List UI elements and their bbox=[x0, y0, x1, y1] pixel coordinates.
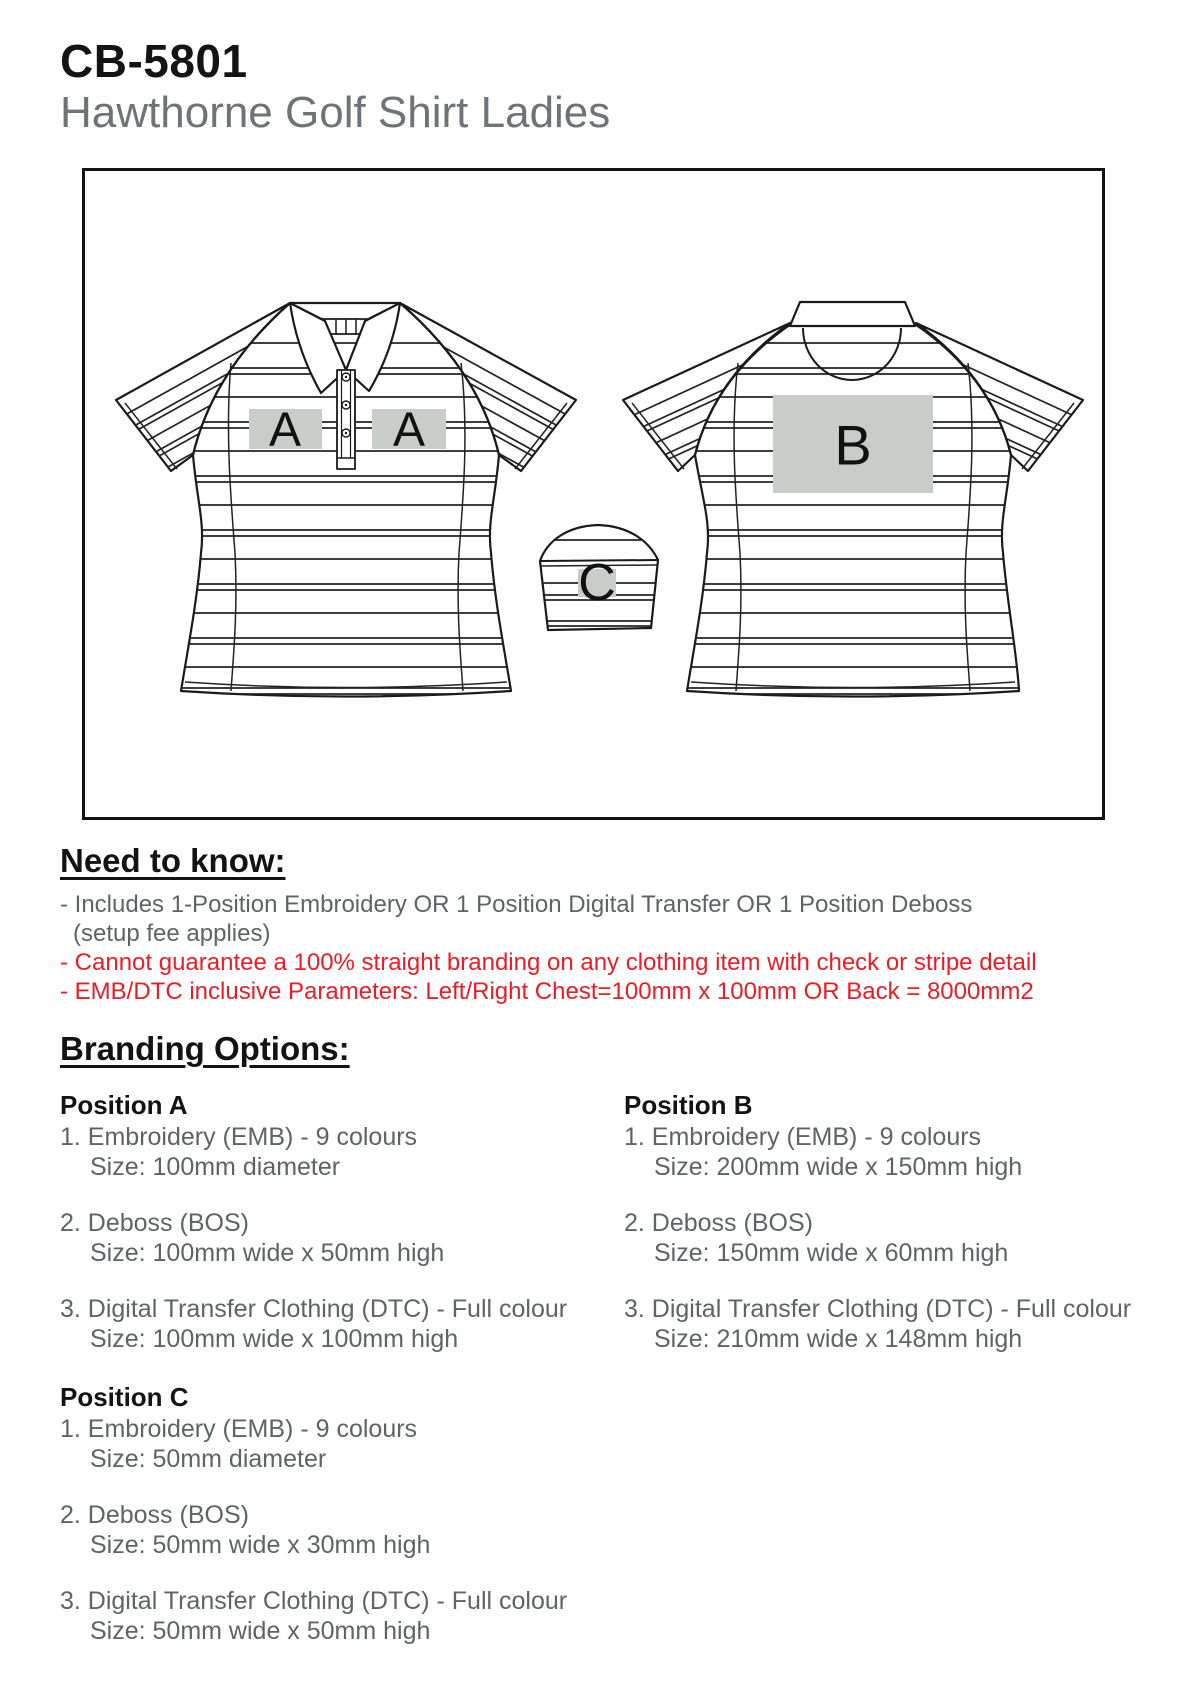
note-line: - Includes 1-Position Embroidery OR 1 Position Digital Transfer OR 1 Position Deboss bbox=[60, 891, 973, 918]
branding-method: 3. Digital Transfer Clothing (DTC) - Full colour bbox=[624, 1295, 1132, 1323]
note-line-warning: - Cannot guarantee a 100% straight branding on any clothing item with check or stripe detail bbox=[60, 949, 1037, 976]
branding-size: Size: 200mm wide x 150mm high bbox=[654, 1153, 1023, 1181]
need-to-know-heading: Need to know: bbox=[60, 842, 286, 879]
position-c-title: Position C bbox=[60, 1382, 189, 1412]
branding-size: Size: 50mm wide x 50mm high bbox=[90, 1617, 431, 1645]
branding-size: Size: 100mm wide x 50mm high bbox=[90, 1239, 445, 1267]
branding-method: 3. Digital Transfer Clothing (DTC) - Full colour bbox=[60, 1587, 568, 1615]
branding-size: Size: 100mm wide x 100mm high bbox=[90, 1325, 459, 1353]
branding-method: 1. Embroidery (EMB) - 9 colours bbox=[60, 1123, 418, 1151]
note-line: (setup fee applies) bbox=[73, 920, 271, 947]
branding-method: 2. Deboss (BOS) bbox=[60, 1501, 249, 1529]
position-a-title: Position A bbox=[60, 1090, 188, 1120]
branding-item bbox=[624, 1208, 1184, 1268]
note-line-warning: - EMB/DTC inclusive Parameters: Left/Right Chest=100mm x 100mm OR Back = 8000mm2 bbox=[60, 978, 1034, 1005]
placement-label-b: B bbox=[834, 413, 872, 477]
branding-item bbox=[60, 1208, 620, 1268]
need-to-know-notes bbox=[60, 890, 1090, 1006]
placket bbox=[337, 370, 355, 469]
branding-item bbox=[60, 1122, 620, 1182]
position-b-title: Position B bbox=[624, 1090, 753, 1120]
branding-item bbox=[60, 1414, 620, 1474]
position-c-column bbox=[60, 1380, 620, 1672]
branding-method: 1. Embroidery (EMB) - 9 colours bbox=[624, 1123, 982, 1151]
branding-options-heading: Branding Options: bbox=[60, 1030, 350, 1067]
product-code: CB-5801 bbox=[60, 35, 248, 87]
branding-item bbox=[60, 1586, 620, 1646]
branding-method: 1. Embroidery (EMB) - 9 colours bbox=[60, 1415, 418, 1443]
product-name: Hawthorne Golf Shirt Ladies bbox=[60, 88, 611, 137]
front-shirt-drawing bbox=[116, 303, 576, 697]
back-shirt-drawing bbox=[623, 302, 1083, 697]
branding-item bbox=[624, 1122, 1184, 1182]
branding-item bbox=[60, 1500, 620, 1560]
position-a-column bbox=[60, 1088, 620, 1380]
branding-size: Size: 210mm wide x 148mm high bbox=[654, 1325, 1023, 1353]
branding-size: Size: 150mm wide x 60mm high bbox=[654, 1239, 1009, 1267]
placement-label-c: C bbox=[578, 554, 616, 612]
placement-label-a-right: A bbox=[392, 403, 426, 457]
branding-size: Size: 50mm diameter bbox=[90, 1445, 327, 1473]
garment-diagram bbox=[85, 171, 1102, 817]
branding-item bbox=[624, 1294, 1184, 1354]
branding-size: Size: 100mm diameter bbox=[90, 1153, 341, 1181]
back-collar bbox=[790, 302, 915, 326]
branding-method: 2. Deboss (BOS) bbox=[60, 1209, 249, 1237]
branding-method: 2. Deboss (BOS) bbox=[624, 1209, 813, 1237]
garment-diagram-panel bbox=[82, 168, 1105, 820]
branding-size: Size: 50mm wide x 30mm high bbox=[90, 1531, 431, 1559]
sleeve-detail-drawing bbox=[535, 525, 663, 630]
position-b-column bbox=[624, 1088, 1184, 1380]
placement-label-a-left: A bbox=[268, 403, 302, 457]
branding-item bbox=[60, 1294, 620, 1354]
branding-method: 3. Digital Transfer Clothing (DTC) - Full colour bbox=[60, 1295, 568, 1323]
